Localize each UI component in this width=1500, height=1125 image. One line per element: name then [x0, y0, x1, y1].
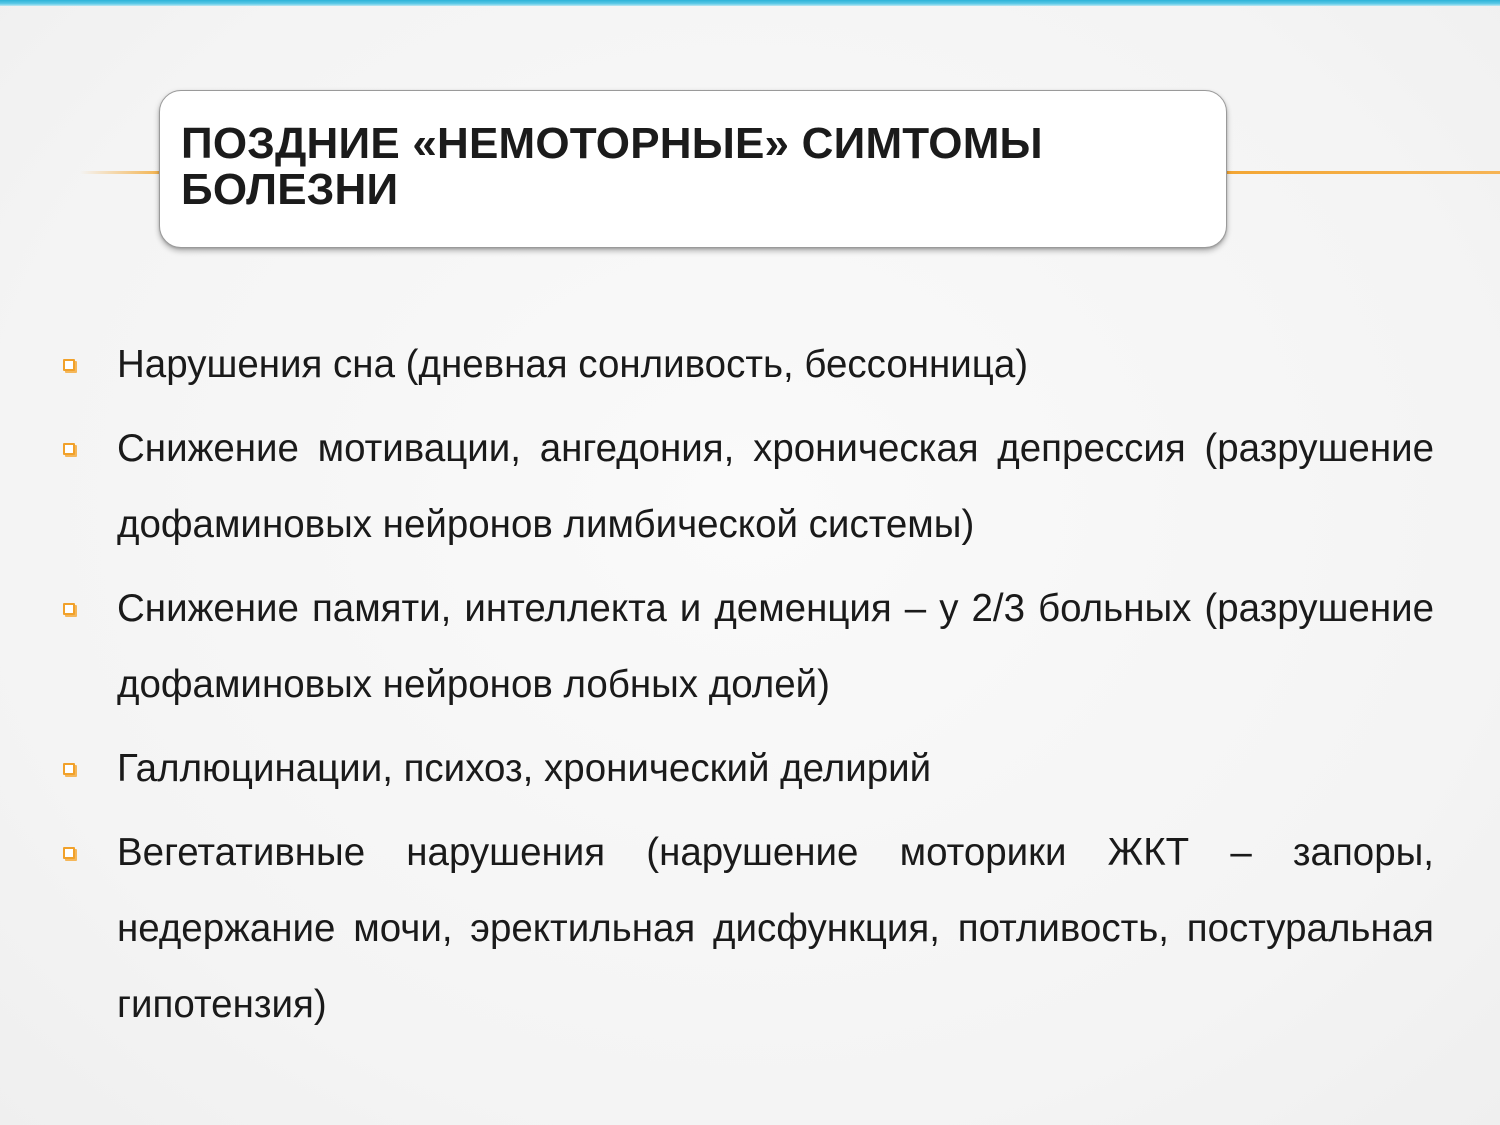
- bullet-item: [58, 815, 1434, 1043]
- title-rule-left: [80, 171, 162, 174]
- bullet-text: Галлюцинации, психоз, хронический делирий: [117, 747, 932, 790]
- square-bullet-icon: [63, 763, 75, 775]
- square-bullet-icon: [63, 847, 75, 859]
- title-rule-right: [1226, 171, 1500, 174]
- bullet-item: [58, 411, 1434, 563]
- square-bullet-icon: [63, 443, 75, 455]
- square-bullet-icon: [63, 359, 75, 371]
- bullet-list: [58, 327, 1434, 1051]
- bullet-item: [58, 571, 1434, 723]
- bullet-item: [58, 327, 1434, 403]
- bullet-text: Снижение памяти, интеллекта и деменция – у 2/3 больных (разрушение дофаминовых нейронов лобных долей): [117, 587, 1434, 706]
- bullet-text: Вегетативные нарушения (нарушение моторики ЖКТ – запоры, недержание мочи, эректильная дисфункция, потливость, постуральная гипотензия): [117, 831, 1434, 1026]
- bullet-item: [58, 731, 1434, 807]
- square-bullet-icon: [63, 603, 75, 615]
- slide-title: ПОЗДНИЕ «НЕМОТОРНЫЕ» СИМТОМЫ БОЛЕЗНИ: [181, 119, 1043, 214]
- bullet-text: Нарушения сна (дневная сонливость, бессонница): [117, 343, 1029, 386]
- bullet-text: Снижение мотивации, ангедония, хроническая депрессия (разрушение дофаминовых нейронов лимбической системы): [117, 427, 1434, 546]
- top-accent-bar: [0, 0, 1500, 6]
- title-box: [159, 90, 1227, 248]
